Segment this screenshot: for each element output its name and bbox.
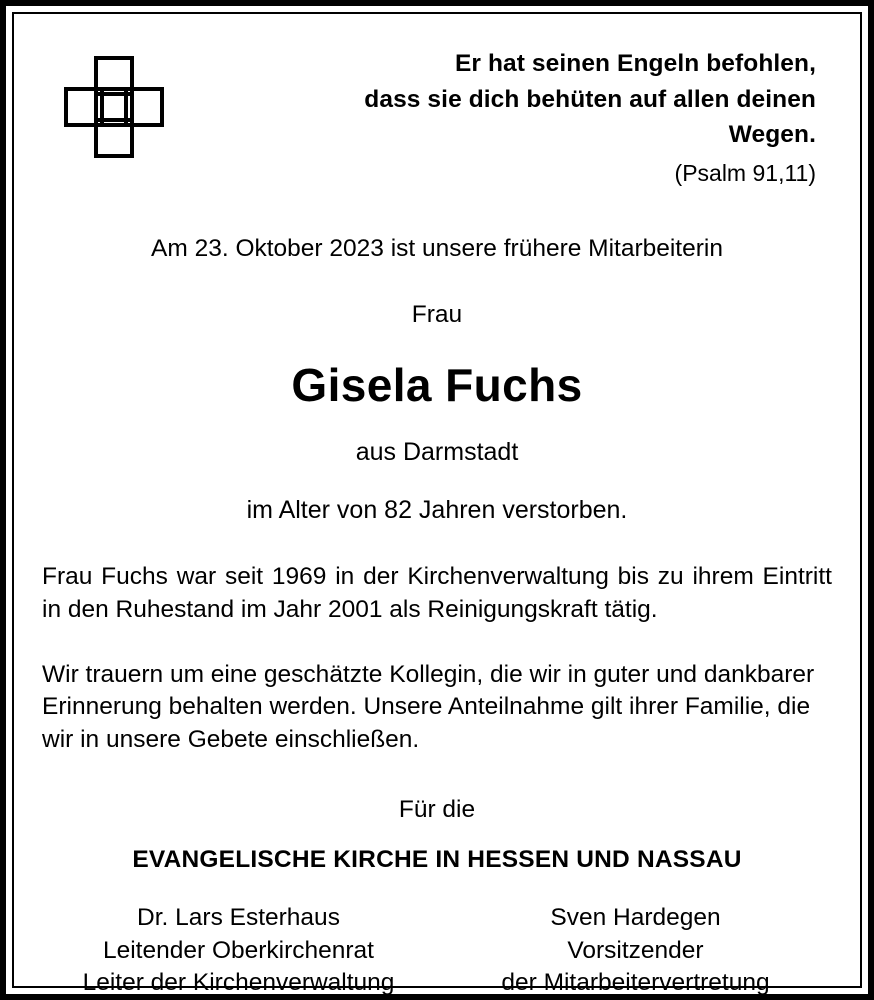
biography-paragraph: Frau Fuchs war seit 1969 in der Kirchenverwaltung bis zu ihrem Eintritt in den Ruhestand im Jahr 2001 als Reinigungskraft tätig. [42,563,832,623]
signatory-title-2: Leiter der Kirchenverwaltung [82,969,395,997]
for-the-label: Für die [398,796,476,824]
intro-line: Am 23. Oktober 2023 ist unsere frühere Mitarbeiterin [151,235,723,263]
verse-line-2: dass sie dich behüten auf allen deinen [364,85,816,113]
signatory-title-1: Vorsitzender [567,936,704,964]
signatory-title-2: der Mitarbeitervertretung [501,969,770,997]
cross-icon [40,34,212,167]
signatories [40,902,834,1000]
age-line: im Alter von 82 Jahren verstorben. [246,496,628,525]
verse-line-3: Wegen. [728,121,816,149]
notice-inner-frame [12,12,862,997]
signatory-name: Sven Hardegen [550,904,721,932]
origin-line: aus Darmstadt [355,438,519,467]
bible-verse [212,34,834,190]
verse-reference: (Psalm 91,11) [674,159,816,186]
deceased-name: Gisela Fuchs [291,359,583,412]
signatory-right [437,902,834,1000]
condolence-paragraph: Wir trauern um eine geschätzte Kollegin, die wir in guter und dankbarer Erinnerung behalten werden. Unsere Anteilnahme gilt ihrer Familie, die wir in unsere Gebete einschließen. [42,660,815,753]
signatory-title-1: Leitender Oberkirchenrat [102,936,374,964]
salutation: Frau [411,301,463,329]
signatory-left [40,902,437,1000]
verse-line-1: Er hat seinen Engeln befohlen, [454,50,816,77]
signatory-name: Dr. Lars Esterhaus [137,904,340,932]
organization-name: EVANGELISCHE KIRCHE IN HESSEN UND NASSAU [132,846,742,874]
header-row [40,34,834,190]
